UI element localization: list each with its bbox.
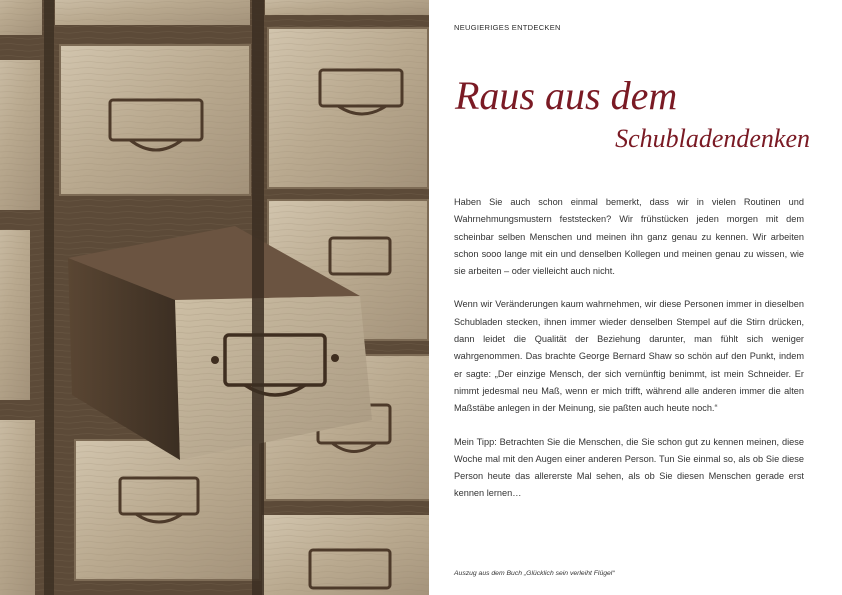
article-body — [454, 194, 804, 519]
title-line-1: Raus aus dem — [455, 73, 678, 118]
paragraph-3: Mein Tipp: Betrachten Sie die Menschen, die Sie schon gut zu kennen meinen, diese Woche mal mit den Augen einer anderen Person. Tun Sie einmal so, als ob Sie diese Person heute das allererste Mal sehen, als ob Sie diesen Menschen gerade erst kennen lernen… — [454, 436, 804, 499]
section-label: NEUGIERIGES ENTDECKEN — [454, 23, 561, 32]
paragraph-1: Haben Sie auch schon einmal bemerkt, dass wir in vielen Routinen und Wahrnehmungsmustern feststecken? Wir frühstücken jeden morgen mit dem scheinbar selben Menschen und meinen ihn ganz genau zu kennen. Wir arbeiten schon sooo lange mit ein und denselben Kollegen und meinen genau zu wissen, wie sie arbeiten – oder vielleicht auch nicht. — [454, 197, 804, 277]
article-page — [429, 0, 842, 595]
title-line-2: Schubladendenken — [615, 124, 810, 153]
paragraph-2: Wenn wir Veränderungen kaum wahrnehmen, wir diese Personen immer in dieselben Schubladen stecken, ihnen immer wieder denselben Stempel auf die Stirn drücken, dann leidet die Qualität der Beziehung darunter, man fühlt sich weniger wahrgenommen. Das brachte George Bernard Shaw so schön auf den Punkt, indem er sagte: „Der einzige Mensch, der sich vernünftig benimmt, ist mein Schneider. Er nimmt jedesmal neu Maß, wenn er mich trifft, während alle anderen immer die alten Maßstäbe anlegen in der Meinung, sie paßten auch heute noch.“ — [454, 299, 804, 414]
book-excerpt-caption: Auszug aus dem Buch „Glücklich sein verleiht Flügel“ — [454, 570, 615, 577]
